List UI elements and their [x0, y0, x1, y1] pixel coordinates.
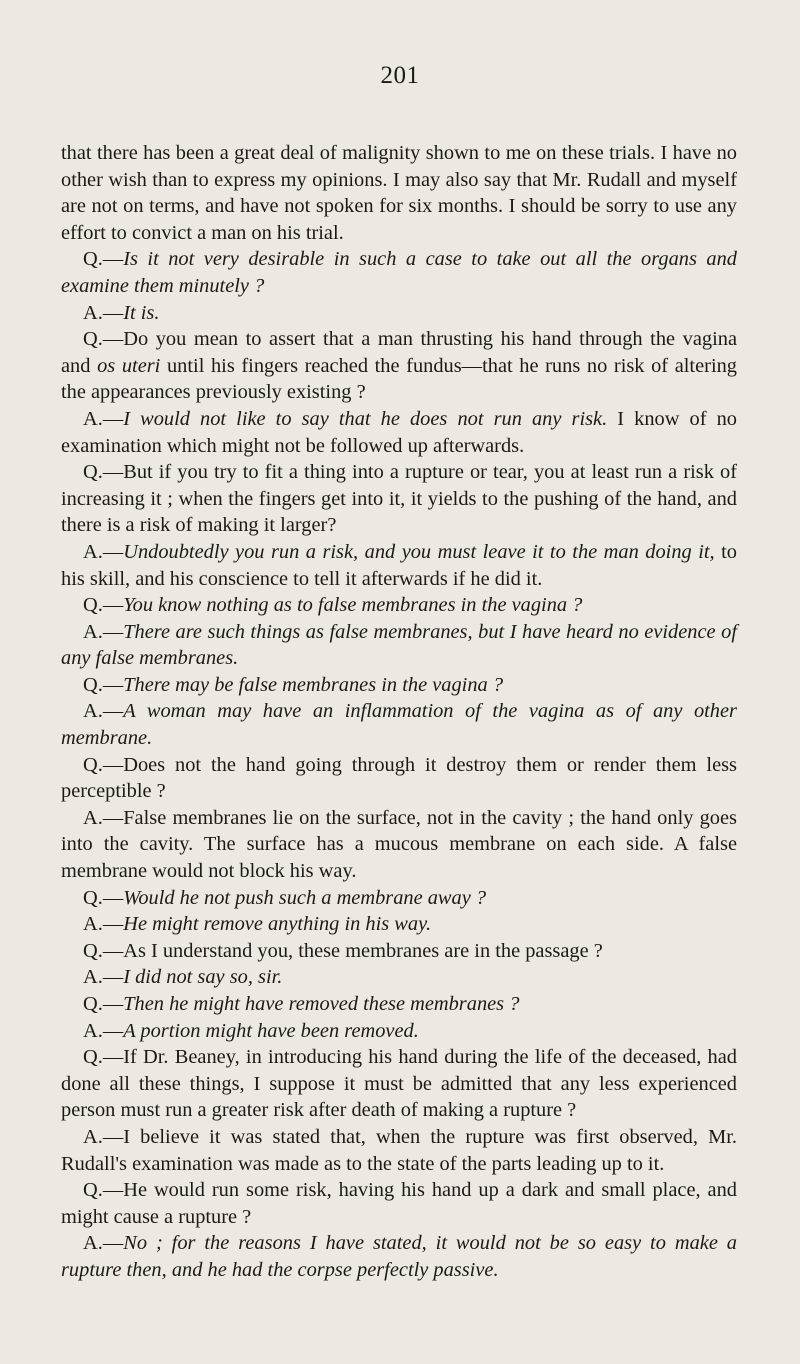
- text-run: A.—: [83, 301, 124, 324]
- italic-text: Undoubtedly you run a risk, and you must leave it to the man doing it,: [123, 540, 715, 563]
- paragraph: [61, 246, 737, 299]
- text-run: A.—: [83, 1019, 124, 1042]
- text-run: that there has been a great deal of malignity shown to me on these trials. I have no other wish than to express my opinions. I may also say that Mr. Rudall and myself are not on terms, and have not spoken for six months. I should be sorry to use any effort to convict a man on his trial.: [61, 142, 737, 244]
- paragraph: [61, 300, 737, 327]
- text-run: Q.—He would run some risk, having his hand up a dark and small place, and might cause a rupture ?: [61, 1179, 737, 1228]
- paragraph: [61, 1230, 737, 1283]
- paragraph-continued: [61, 140, 737, 246]
- paragraph: [61, 619, 737, 672]
- italic-text: A woman may have an inflammation of the vagina as of any other membrane.: [61, 700, 737, 750]
- paragraph: [61, 805, 737, 885]
- text-run: A.—: [83, 966, 124, 989]
- text-run: A.—False membranes lie on the surface, not in the cavity ; the hand only goes into the cavity. The surface has a mucous membrane on each side. A false membrane would not block his way.: [61, 806, 737, 883]
- italic-text: He might remove anything in his way.: [123, 913, 432, 936]
- text-run: Q.—: [83, 594, 124, 617]
- italic-text: There may be false membranes in the vagina ?: [123, 673, 504, 696]
- text-run: Q.—Does not the hand going through it destroy them or render them less perceptible ?: [61, 753, 737, 803]
- text-run: A.—I believe it was stated that, when the rupture was first observed, Mr. Rudall's examination was made as to the state of the parts leading up to it.: [61, 1125, 737, 1175]
- italic-text: I did not say so, sir.: [123, 966, 283, 989]
- text-run: Q.—: [83, 993, 124, 1015]
- body-text: [61, 140, 737, 1284]
- paragraph: [61, 1124, 737, 1177]
- page-number: 201: [380, 62, 420, 89]
- italic-text: Then he might have removed these membranes ?: [123, 993, 520, 1015]
- italic-text: There are such things as false membranes, but I have heard no evidence of any false membranes.: [61, 620, 737, 670]
- text-run: Q.—: [83, 673, 124, 696]
- text-run: I know of no examination which might not be followed up afterwards.: [61, 407, 737, 457]
- paragraph: [61, 938, 737, 965]
- text-run: Q.—As I understand you, these membranes are in the passage ?: [83, 939, 603, 962]
- text-run: A.—: [83, 1232, 124, 1255]
- text-run: A.—: [83, 700, 124, 723]
- paragraph: [61, 672, 737, 699]
- paragraph: [61, 326, 737, 406]
- text-run: Q.—Do you mean to assert that a man thrusting his hand through the vagina and: [61, 328, 737, 377]
- paragraph: [61, 698, 737, 751]
- italic-text: No ; for the reasons I have stated, it would not be so easy to make a rupture then, and he had the corpse perfectly passive.: [61, 1232, 737, 1281]
- paragraph: [61, 991, 737, 1018]
- text-run: A.—: [83, 620, 124, 643]
- paragraph: [61, 885, 737, 912]
- text-run: Q.—: [83, 248, 124, 271]
- text-run: Q.—But if you try to fit a thing into a rupture or tear, you at least run a risk of increasing it ; when the fingers get into it, it yields to the pushing of the hand, and there is a risk of making it larger?: [61, 461, 737, 537]
- italic-text: I would not like to say that he does not run any risk.: [123, 407, 608, 430]
- paragraph: [61, 592, 737, 619]
- italic-text: os uteri: [97, 354, 161, 377]
- text-run: Q.—If Dr. Beaney, in introducing his hand during the life of the deceased, had done all these things, I suppose it must be admitted that any less experienced person must run a greater risk after death of making a rupture ?: [61, 1046, 737, 1122]
- text-run: Q.—: [83, 886, 124, 909]
- italic-text: Would he not push such a membrane away ?: [123, 886, 487, 909]
- text-run: A.—: [83, 407, 124, 430]
- paragraph: [61, 752, 737, 805]
- italic-text: It is.: [123, 301, 160, 324]
- text-run: to his skill, and his conscience to tell it afterwards if he did it.: [61, 540, 737, 590]
- paragraph: [61, 1177, 737, 1230]
- paragraph: [61, 539, 737, 592]
- italic-text: A portion might have been removed.: [123, 1019, 419, 1042]
- paragraph: [61, 1018, 737, 1045]
- text-run: A.—: [83, 913, 124, 936]
- paragraph: [61, 1044, 737, 1124]
- italic-text: You know nothing as to false membranes in the vagina ?: [123, 594, 583, 617]
- italic-text: Is it not very desirable in such a case to take out all the organs and examine them minutely ?: [61, 248, 737, 297]
- text-run: until his fingers reached the fundus—that he runs no risk of altering the appearances previously existing ?: [61, 354, 737, 404]
- paragraph: [61, 964, 737, 991]
- paragraph: [61, 911, 737, 938]
- text-run: A.—: [83, 540, 124, 563]
- paragraph: [61, 459, 737, 539]
- paragraph: [61, 406, 737, 459]
